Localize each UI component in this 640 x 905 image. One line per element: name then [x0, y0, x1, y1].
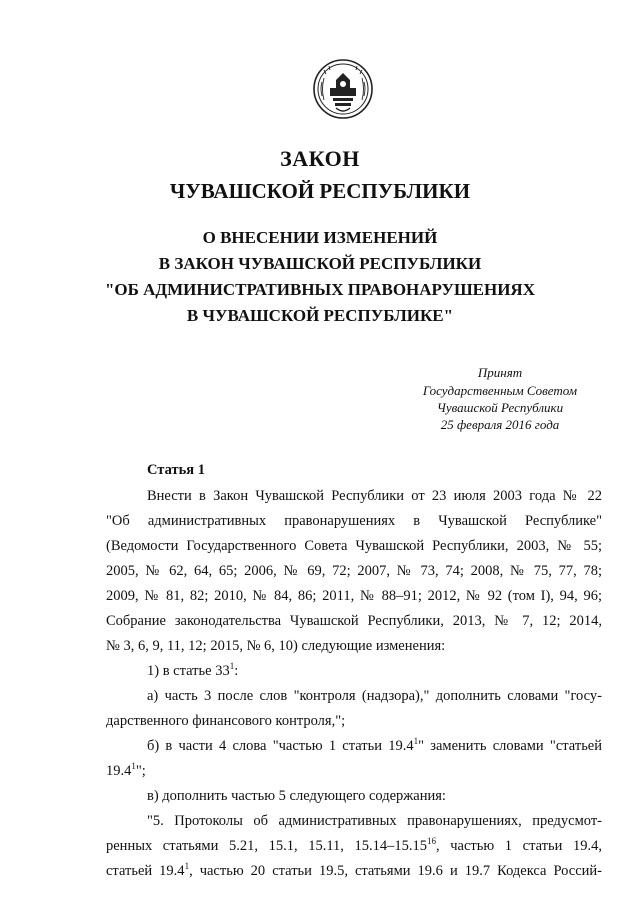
article-text-line: ренных статьями 5.21, 15.1, 15.11, 15.14–15.15$^{16}$, частью 1 статьи 19.4, [106, 836, 602, 854]
article-text-line: б) в части 4 слова "частью 1 статьи 19.4$^1$" заменить словами "статьей [147, 736, 602, 754]
adoption-date: 25 февраля 2016 года [440, 417, 560, 432]
article-text-line: в) дополнить частью 5 следующего содержания: [147, 788, 446, 804]
article-text-line: (Ведомости Государственного Совета Чувашской Республики, 2003, № 55; [106, 538, 602, 554]
article-text-line: № 3, 6, 9, 11, 12; 2015, № 6, 10) следующие изменения: [106, 638, 446, 654]
adoption-line: Чувашской Республики [436, 400, 564, 415]
adoption-line: Государственным Советом [422, 383, 578, 398]
document-title: ЗАКОН [280, 146, 360, 171]
coat-of-arms-emblem [312, 58, 374, 120]
article-text-line: 1) в статье $33^1$: [147, 661, 239, 679]
law-heading-line: В ЧУВАШСКОЙ РЕСПУБЛИКЕ" [186, 306, 454, 325]
article-text-line: статьей 19.4$^1$, частью 20 статьи 19.5, статьями 19.6 и 19.7 Кодекса Россий- [106, 861, 603, 879]
law-heading-line: В ЗАКОН ЧУВАШСКОЙ РЕСПУБЛИКИ [158, 254, 482, 273]
article-text-line: 2005, № 62, 64, 65; 2006, № 69, 72; 2007, № 73, 74; 2008, № 75, 77, 78; [106, 563, 602, 579]
article-text-line: "5. Протоколы об административных правонарушениях, предусмот- [147, 813, 602, 829]
law-heading-line: "ОБ АДМИНИСТРАТИВНЫХ ПРАВОНАРУШЕНИЯХ [104, 280, 535, 299]
adoption-line: Принят [477, 365, 523, 380]
article-text-line: Внести в Закон Чувашской Республики от 23 июля 2003 года № 22 [147, 488, 602, 504]
article-text-line: "Об административных правонарушениях в Чувашской Республике" [106, 513, 602, 529]
article-text-line: 2009, № 81, 82; 2010, № 84, 86; 2011, № 88–91; 2012, № 92 (том I), 94, 96; [106, 588, 602, 604]
article-text-line: а) часть 3 после слов "контроля (надзора)," дополнить словами "госу- [147, 688, 602, 704]
article-text-line: Собрание законодательства Чувашской Республики, 2013, № 7, 12; 2014, [106, 613, 602, 629]
article-text-line: 19.4$^1$"; [106, 761, 146, 779]
document-subtitle: ЧУВАШСКОЙ РЕСПУБЛИКИ [169, 179, 471, 203]
article-text-line: дарственного финансового контроля,"; [106, 713, 346, 729]
article-heading: Статья 1 [147, 462, 205, 478]
law-heading-line: О ВНЕСЕНИИ ИЗМЕНЕНИЙ [202, 228, 438, 247]
